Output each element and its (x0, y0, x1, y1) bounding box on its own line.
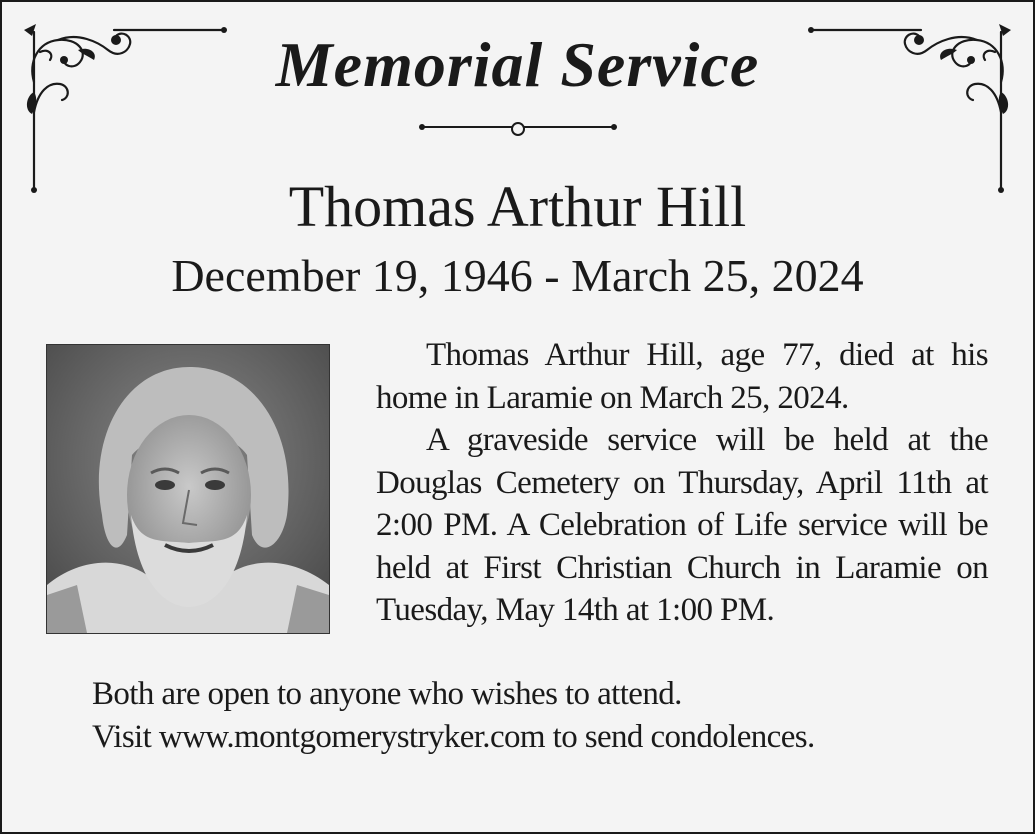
decedent-name: Thomas Arthur Hill (288, 174, 747, 239)
portrait-photo (46, 344, 330, 634)
death-notice-paragraph: Thomas Arthur Hill, age 77, died at his home in Laramie on March 25, 2024. (376, 337, 988, 416)
memorial-service-heading: Memorial Service (275, 29, 760, 100)
obituary-body (376, 334, 988, 632)
condolences-note: Visit www.montgomerystryker.com to send condolences. (92, 718, 815, 755)
attendance-note: Both are open to anyone who wishes to attend. (92, 676, 682, 712)
title-divider-icon (418, 118, 618, 143)
life-dates: December 19, 1946 - March 25, 2024 (171, 250, 864, 301)
closing-text (92, 673, 992, 758)
service-details-paragraph: A graveside service will be held at the Douglas Cemetery on Thursday, April 11th at 2:00 PM. A Celebration of Life service will be held at First Christian Church in Laramie on Tuesday, May 14th at 1:00 PM. (376, 422, 988, 628)
